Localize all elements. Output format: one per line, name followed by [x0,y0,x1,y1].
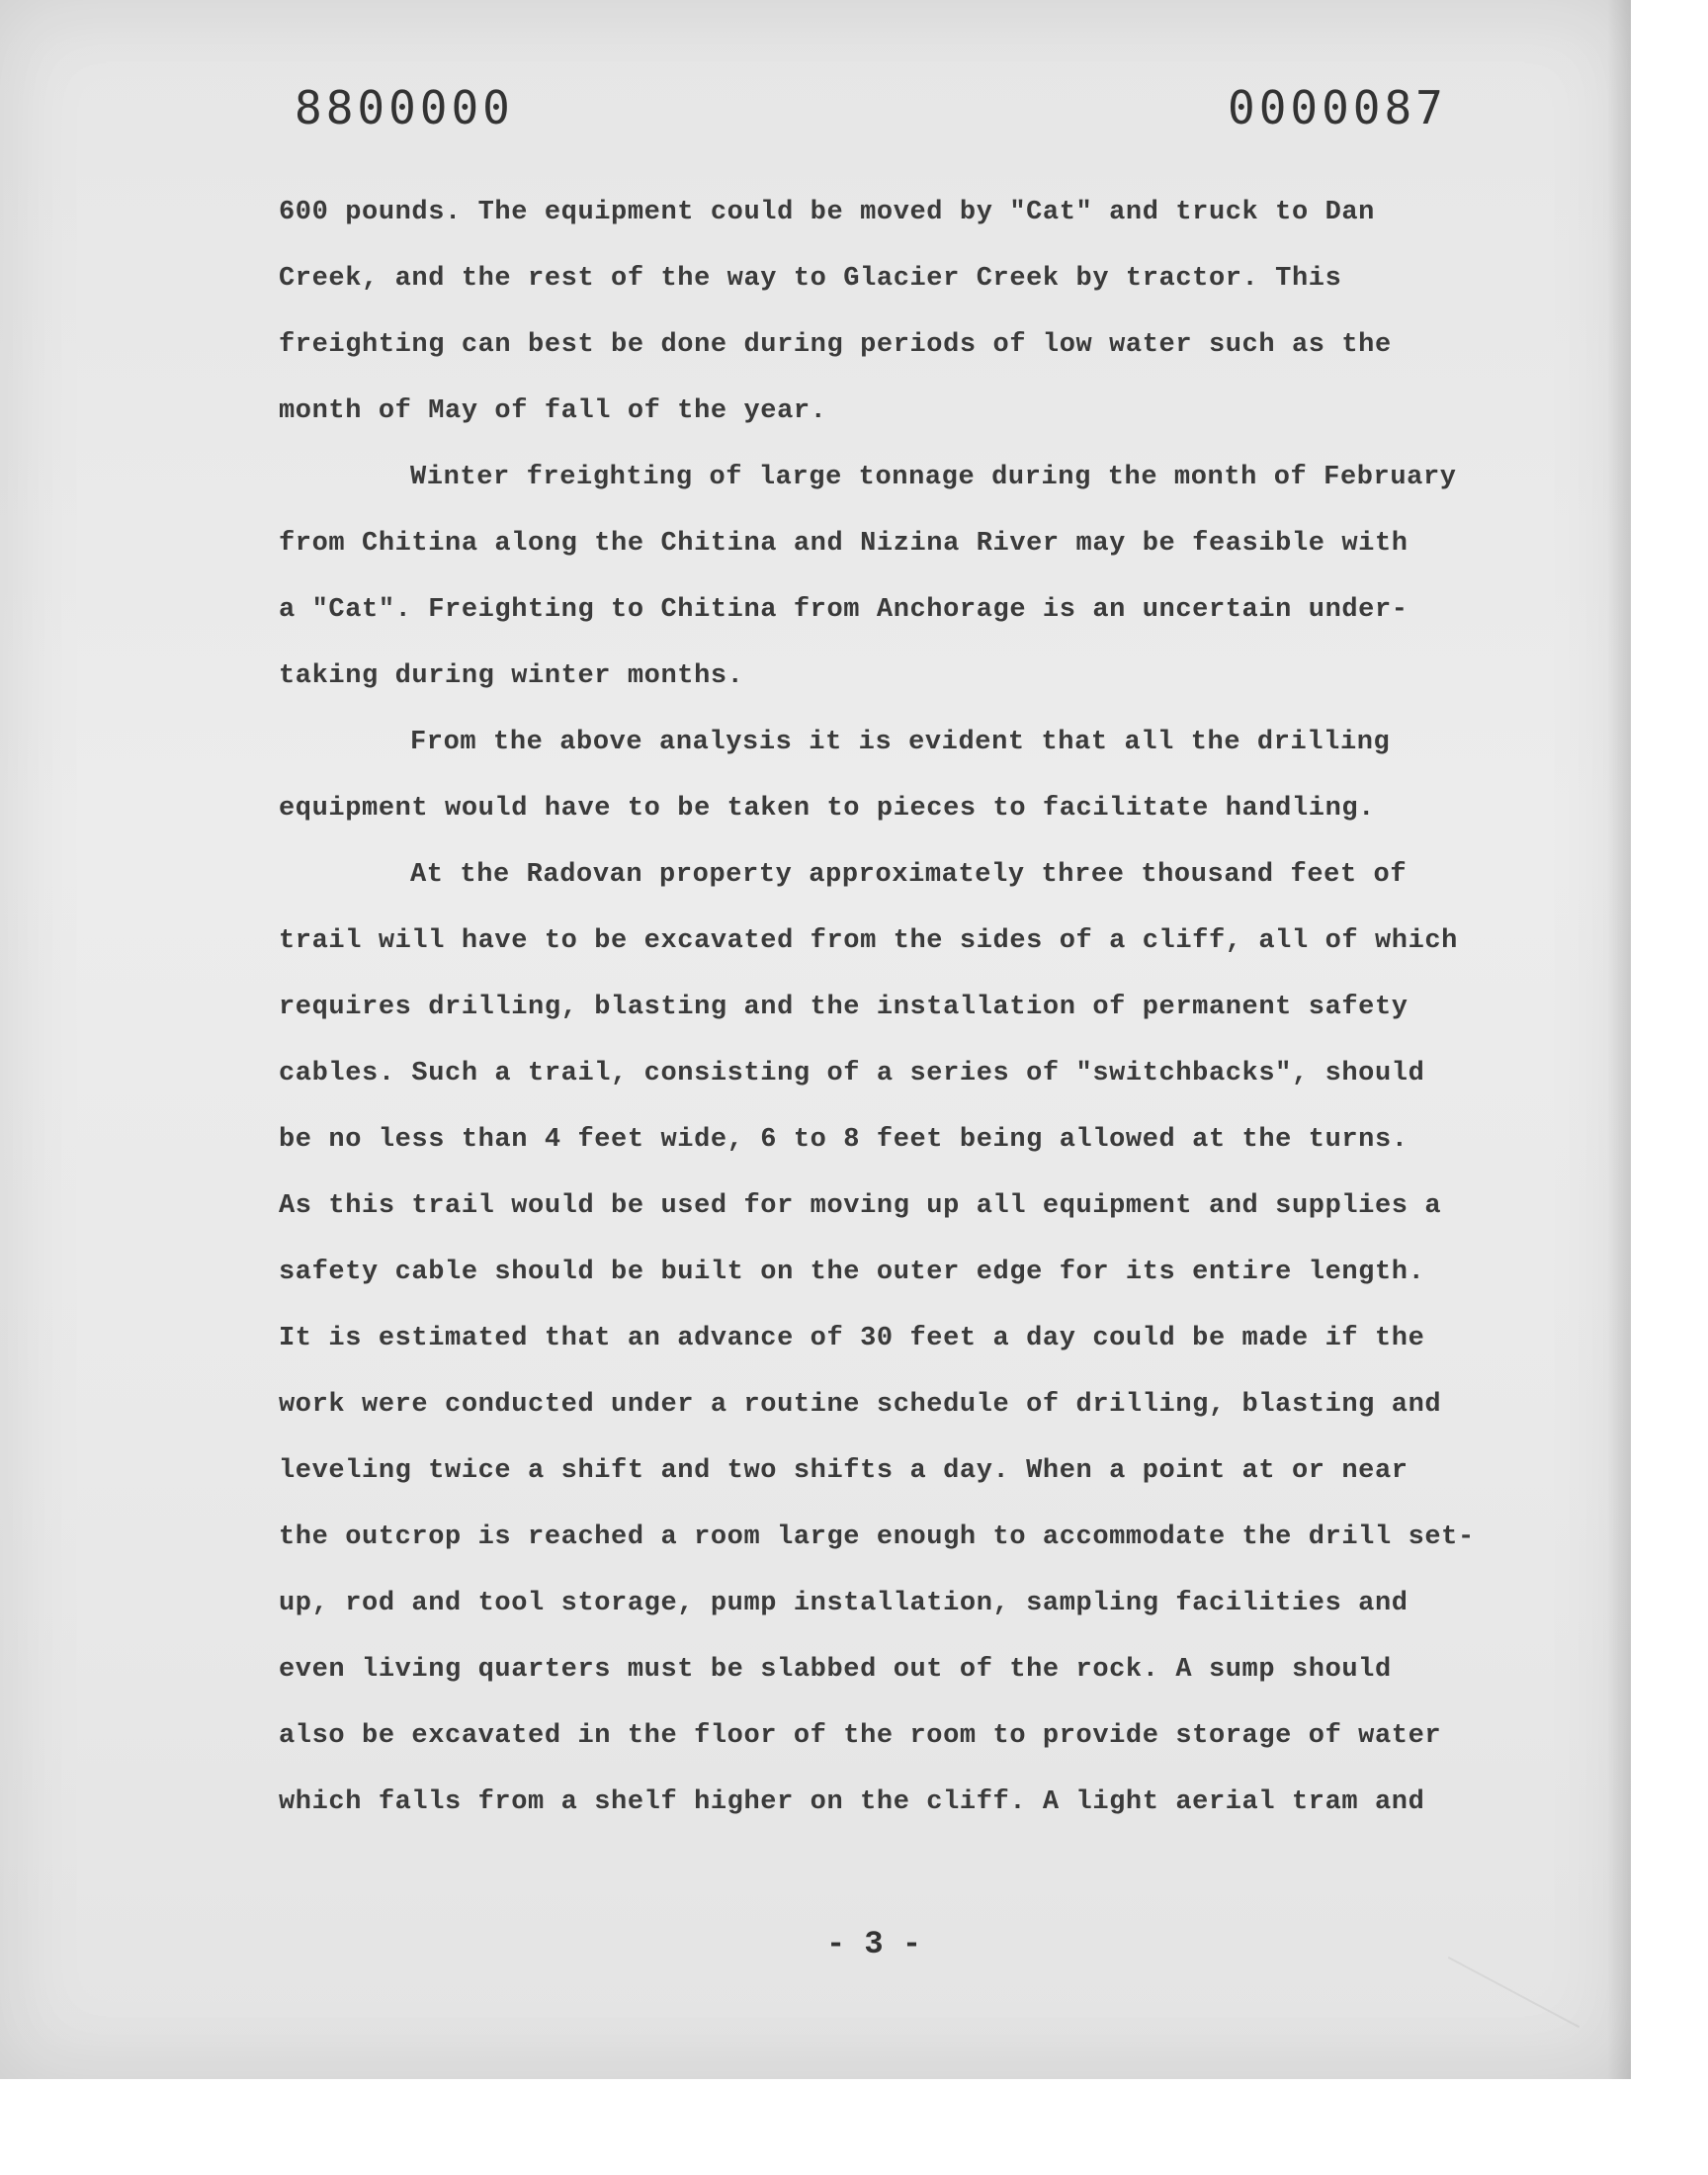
text-line: even living quarters must be slabbed out of the rock. A sump should [279,1655,1392,1685]
text-line: from Chitina along the Chitina and Nizina River may be feasible with [279,529,1409,559]
text-line: Winter freighting of large tonnage during the month of February [410,463,1457,492]
text-line: At the Radovan property approximately three thousand feet of [410,860,1408,890]
text-line: 600 pounds. The equipment could be moved by "Cat" and truck to Dan [279,198,1375,227]
text-line: From the above analysis it is evident that all the drilling [410,728,1391,757]
text-line: the outcrop is reached a room large enough to accommodate the drill set- [279,1522,1475,1552]
text-line: cables. Such a trail, consisting of a series of "switchbacks", should [279,1059,1425,1088]
text-line: a "Cat". Freighting to Chitina from Anchorage is an uncertain under- [279,595,1409,625]
text-line: As this trail would be used for moving up all equipment and supplies a [279,1191,1442,1221]
text-line: be no less than 4 feet wide, 6 to 8 feet being allowed at the turns. [279,1125,1409,1155]
page-number: - 3 - [826,1926,922,1962]
text-line: It is estimated that an advance of 30 feet a day could be made if the [279,1324,1425,1353]
text-line: leveling twice a shift and two shifts a day. When a point at or near [279,1456,1409,1486]
text-line: freighting can best be done during periods of low water such as the [279,330,1392,360]
document-id-right: 0000087 [1228,81,1447,134]
text-line: also be excavated in the floor of the room to provide storage of water [279,1721,1442,1751]
text-line: taking during winter months. [279,661,744,691]
text-line: which falls from a shelf higher on the cliff. A light aerial tram and [279,1787,1425,1817]
text-line: trail will have to be excavated from the sides of a cliff, all of which [279,926,1458,956]
text-line: Creek, and the rest of the way to Glacier Creek by tractor. This [279,264,1342,294]
text-line: work were conducted under a routine schedule of drilling, blasting and [279,1390,1442,1420]
text-line: safety cable should be built on the outer edge for its entire length. [279,1258,1425,1287]
text-line: equipment would have to be taken to pieces to facilitate handling. [279,794,1375,824]
text-line: requires drilling, blasting and the installation of permanent safety [279,993,1409,1022]
text-line: up, rod and tool storage, pump installation, sampling facilities and [279,1589,1409,1618]
text-line: month of May of fall of the year. [279,396,827,426]
document-id-left: 8800000 [295,81,514,134]
